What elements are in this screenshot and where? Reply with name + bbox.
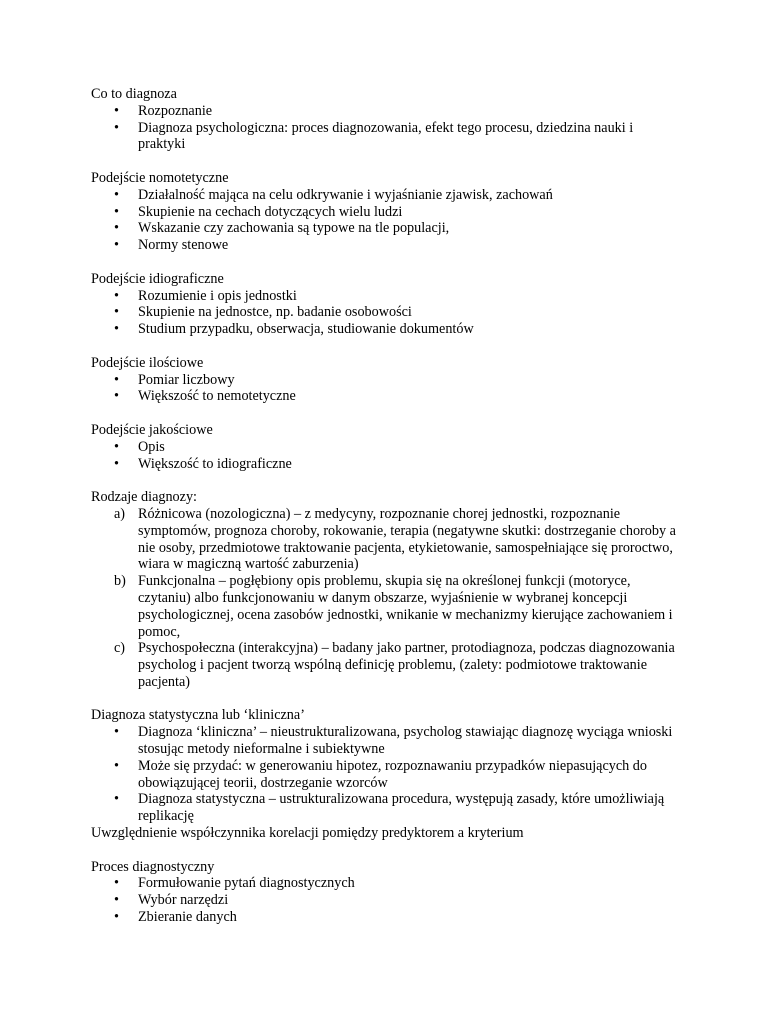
section-heading: Podejście jakościowe — [91, 421, 213, 438]
list-item — [91, 372, 681, 389]
bullet-list — [91, 724, 681, 825]
list-item — [91, 304, 681, 321]
list-item-text: Diagnoza ‘kliniczna’ – nieustrukturalizowana, psycholog stawiając diagnozę wyciąga wnioski stosując metody nieformalne i subiektywne — [138, 724, 673, 758]
bullet-marker: • — [114, 724, 119, 741]
section-rodzaje-diagnozy — [91, 489, 681, 691]
section-heading: Rodzaje diagnozy: — [91, 489, 197, 506]
list-item — [91, 573, 681, 640]
list-item — [91, 388, 681, 405]
section-heading: Podejście ilościowe — [91, 354, 204, 371]
list-item-text: Diagnoza statystyczna – ustrukturalizowana procedura, występują zasady, które umożliwiają replikację — [138, 791, 665, 825]
section-podejscie-ilosciowe — [91, 355, 681, 405]
list-item — [91, 439, 681, 456]
list-letter: a) — [114, 505, 126, 522]
list-item — [91, 187, 681, 204]
list-item-text: Pomiar liczbowy — [138, 371, 235, 388]
section-heading: Diagnoza statystyczna lub ‘kliniczna’ — [91, 707, 305, 724]
bullet-marker: • — [114, 321, 119, 338]
section-podejscie-nomotetyczne — [91, 170, 681, 254]
bullet-list — [91, 439, 681, 473]
list-item-text: Diagnoza psychologiczna: proces diagnozowania, efekt tego procesu, dziedzina nauki i praktyki — [138, 119, 634, 153]
list-item-text: Zbieranie danych — [138, 909, 237, 926]
bullet-list — [91, 103, 681, 153]
list-item — [91, 220, 681, 237]
section-heading: Proces diagnostyczny — [91, 858, 215, 875]
list-letter: c) — [114, 640, 126, 657]
bullet-list — [91, 288, 681, 338]
bullet-marker: • — [114, 119, 119, 136]
section-podejscie-jakosciowe — [91, 422, 681, 472]
bullet-marker: • — [114, 875, 119, 892]
section-diagnoza-statystyczna — [91, 707, 681, 825]
section-proces-diagnostyczny — [91, 859, 681, 926]
section-heading: Co to diagnoza — [91, 86, 177, 102]
list-item — [91, 875, 681, 892]
list-item-text: Może się przydać: w generowaniu hipotez, rozpoznawaniu przypadków niepasujących do obowiązującej teorii, dostrzeganie wzorców — [138, 757, 647, 791]
section-podejscie-idiograficzne — [91, 271, 681, 338]
list-item — [91, 892, 681, 909]
bullet-marker: • — [114, 237, 119, 254]
list-item-text: Normy stenowe — [138, 237, 229, 254]
bullet-marker: • — [114, 287, 119, 304]
bullet-marker: • — [114, 909, 119, 926]
list-item-text: Skupienie na cechach dotyczących wielu ludzi — [138, 203, 403, 220]
list-item-text: Rozumienie i opis jednostki — [138, 287, 297, 304]
bullet-list — [91, 372, 681, 406]
lettered-list — [91, 506, 681, 691]
list-item-text: Różnicowa (nozologiczna) – z medycyny, rozpoznanie chorej jednostki, rozpoznanie symptomów, prognoza choroby, rokowanie, terapia (negatywne skutki: dostrzeganie choroby a nie osoby, przedmiotowe traktowanie pacjenta, etykietowanie, samospełniające się proroctwo, wiara w magiczną wartość zaburzenia) — [138, 505, 676, 573]
bullet-marker: • — [114, 371, 119, 388]
list-item-text: Opis — [138, 438, 165, 455]
bullet-marker: • — [114, 455, 119, 472]
bullet-marker: • — [114, 304, 119, 321]
paragraph-korelacja: Uwzględnienie współczynnika korelacji pomiędzy predyktorem a kryterium — [91, 825, 524, 842]
list-letter: b) — [114, 573, 126, 590]
bullet-marker: • — [114, 757, 119, 774]
list-item — [91, 288, 681, 305]
list-item — [91, 237, 681, 254]
list-item-text: Rozpoznanie — [138, 102, 213, 119]
list-item — [91, 758, 681, 792]
bullet-marker: • — [114, 892, 119, 909]
list-item-text: Formułowanie pytań diagnostycznych — [138, 875, 355, 892]
bullet-marker: • — [114, 791, 119, 808]
bullet-marker: • — [114, 102, 119, 119]
section-heading: Podejście idiograficzne — [91, 270, 224, 287]
list-item — [91, 321, 681, 338]
list-item — [91, 103, 681, 120]
list-item — [91, 120, 681, 154]
bullet-marker: • — [114, 186, 119, 203]
section-heading: Podejście nomotetyczne — [91, 169, 229, 186]
list-item-text: Wybór narzędzi — [138, 892, 229, 909]
bullet-marker: • — [114, 203, 119, 220]
list-item-text: Większość to nemotetyczne — [138, 388, 296, 405]
bullet-marker: • — [114, 438, 119, 455]
bullet-marker: • — [114, 388, 119, 405]
list-item — [91, 506, 681, 573]
list-item — [91, 640, 681, 690]
list-item-text: Studium przypadku, obserwacja, studiowanie dokumentów — [138, 321, 474, 338]
bullet-list — [91, 187, 681, 254]
list-item-text: Skupienie na jednostce, np. badanie osobowości — [138, 304, 412, 321]
list-item — [91, 909, 681, 926]
section-co-to-diagnoza — [91, 86, 681, 153]
list-item-text: Większość to idiograficzne — [138, 455, 292, 472]
bullet-marker: • — [114, 220, 119, 237]
list-item-text: Psychospołeczna (interakcyjna) – badany jako partner, protodiagnoza, podczas diagnozowania psycholog i pacjent tworzą wspólną definicję problemu, (zalety: podmiotowe traktowanie pacjenta) — [138, 640, 675, 690]
list-item-text: Działalność mająca na celu odkrywanie i wyjaśnianie zjawisk, zachowań — [138, 186, 553, 203]
document-body — [91, 86, 681, 926]
list-item — [91, 456, 681, 473]
bullet-list — [91, 875, 681, 925]
list-item-text: Wskazanie czy zachowania są typowe na tle populacji, — [138, 220, 450, 237]
list-item — [91, 724, 681, 758]
list-item — [91, 204, 681, 221]
list-item-text: Funkcjonalna – pogłębiony opis problemu, skupia się na określonej funkcji (motoryce, czytaniu) albo funkcjonowaniu w danym obszarze, wyjaśnienie w wybranej koncepcji psychologicznej, ocena zasobów jednostki, wnikanie w mechanizmy kierujące zachowaniem i pomoc, — [138, 573, 673, 640]
list-item — [91, 791, 681, 825]
